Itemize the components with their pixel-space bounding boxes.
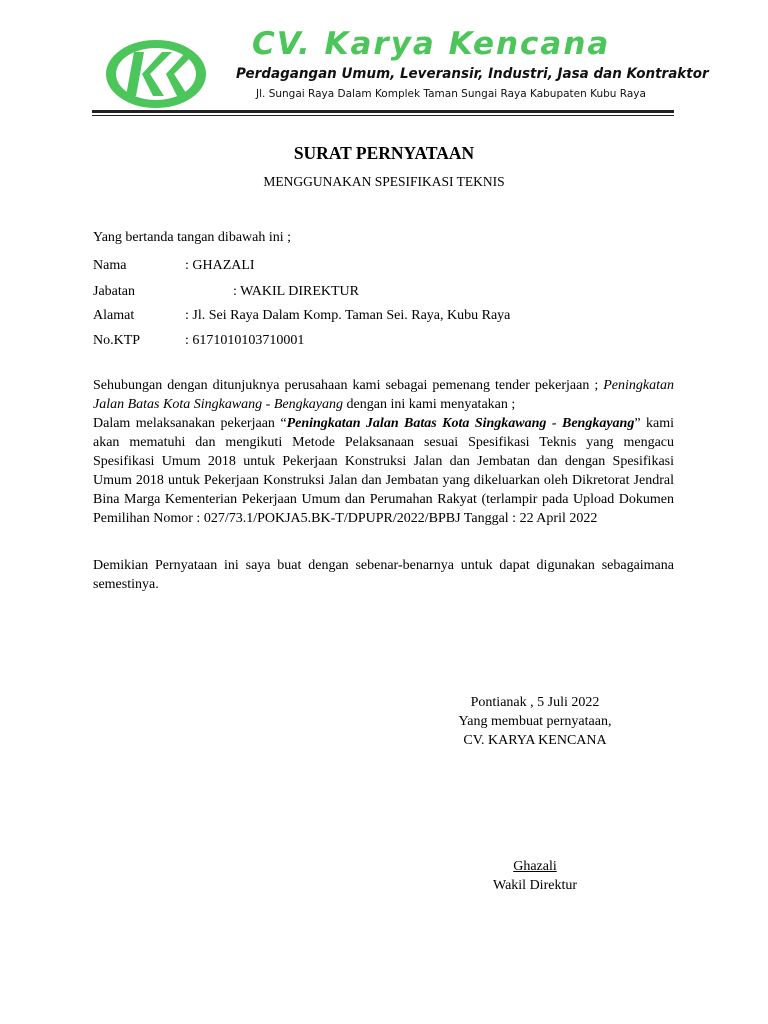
signature-name: Ghazali (513, 859, 557, 874)
field-jabatan (93, 282, 359, 301)
intro-text: Yang bertanda tangan dibawah ini ; (93, 230, 292, 245)
signature-maker: Yang membuat pernyataan, (458, 714, 612, 729)
paragraph-text: Dalam melaksanakan pekerjaan “ (93, 416, 287, 431)
field-label: Alamat (93, 308, 135, 323)
field-value: : WAKIL DIREKTUR (233, 284, 359, 299)
paragraph-text: Sehubungan dengan ditunjuknya perusahaan kami sebagai pemenang tender pekerjaan ; (93, 378, 599, 393)
paragraph-commitment (93, 414, 674, 528)
company-name: CV. Karya Kencana (252, 26, 611, 62)
signature-position: Wakil Direktur (492, 878, 577, 893)
project-name: Peningkatan Jalan Batas Kota Singkawang - Bengkayang (286, 416, 635, 431)
field-label: Nama (93, 258, 127, 273)
field-value: : Jl. Sei Raya Dalam Komp. Taman Sei. Raya, Kubu Raya (185, 308, 511, 323)
letterhead-divider-thin (92, 115, 674, 116)
paragraph-text: ” kami akan mematuhi dan mengikuti Metode Pelaksanaan sesuai Spesifikasi Teknis yang mengacu Spesifikasi Umum 2018 untuk Pekerjaan Konstruksi Jalan dan Jembatan dan dengan Spesifikasi Umum 2018 untuk Pekerjaan Konstruksi Jalan dan Jembatan yang dikeluarkan oleh Dikretorat Jendral Bina Marga Kementerian Pekerjaan Umum dan Perumahan Rakyat (terlampir pada Upload Dokumen Pemilihan Nomor : 027/73.1/POKJA5.BK-T/DPUPR/2022/BPBJ Tanggal : 22 April 2022 (93, 416, 674, 526)
field-value: : 6171010103710001 (185, 333, 305, 348)
paragraph-text: dengan ini kami menyatakan ; (346, 397, 516, 412)
closing-paragraph: Demikian Pernyataan ini saya buat dengan sebenar-benarnya untuk dapat digunakan sebagaimana semestinya. (93, 558, 674, 592)
field-value: : GHAZALI (185, 258, 255, 273)
document-title: SURAT PERNYATAAN (293, 143, 475, 163)
company-logo (104, 38, 208, 110)
signature-company: CV. KARYA KENCANA (463, 733, 607, 748)
field-label: No.KTP (93, 333, 141, 348)
company-address: Jl. Sungai Raya Dalam Komplek Taman Sungai Raya Kabupaten Kubu Raya (256, 88, 646, 100)
company-tagline: Perdagangan Umum, Leveransir, Industri, Jasa dan Kontraktor (236, 66, 709, 82)
signature-place-date: Pontianak , 5 Juli 2022 (470, 695, 600, 710)
project-name: Peningkatan Jalan Batas Kota Singkawang - Bengkayang (93, 378, 674, 412)
document-subtitle: MENGGUNAKAN SPESIFIKASI TEKNIS (263, 174, 505, 189)
field-no-ktp (93, 331, 304, 350)
field-alamat (93, 306, 510, 325)
letterhead-divider (92, 110, 674, 113)
field-label: Jabatan (93, 284, 135, 299)
field-nama (93, 256, 255, 275)
paragraph-appointment (93, 376, 674, 414)
